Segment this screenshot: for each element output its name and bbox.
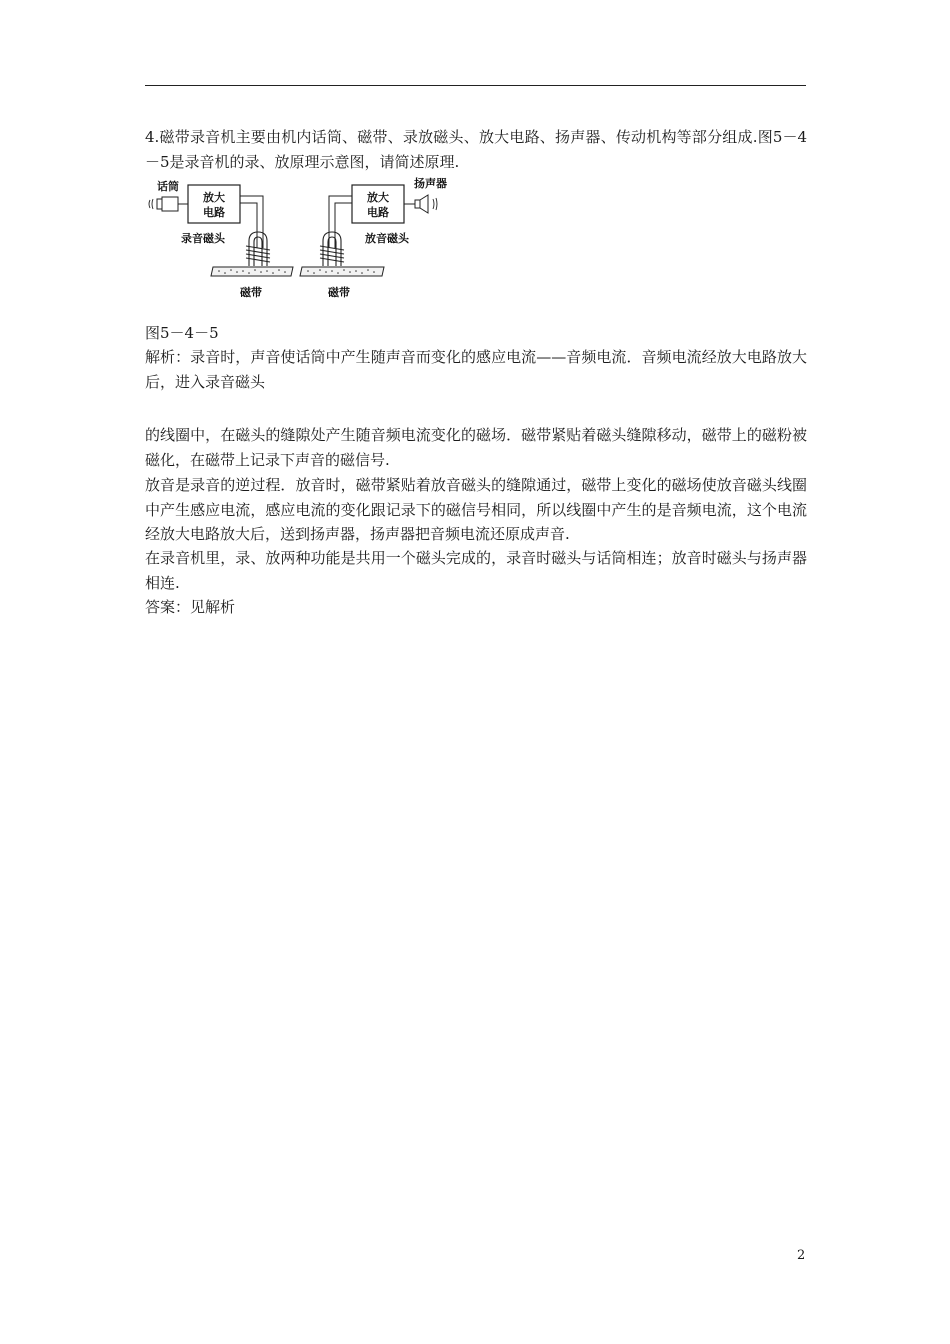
playback-head — [320, 232, 344, 266]
analysis-paragraph-4: 在录音机里，录、放两种功能是共用一个磁头完成的，录音时磁头与话筒相连；放音时磁头与扬声器相连. — [145, 549, 807, 592]
sound-waves-icon — [149, 199, 153, 209]
figure-caption: 图5－4－5 — [145, 324, 219, 342]
recording-playback-diagram — [145, 176, 465, 302]
playback-side — [300, 176, 447, 299]
sound-waves-icon — [433, 198, 437, 210]
analysis-paragraph-3: 放音是录音的逆过程．放音时，磁带紧贴着放音磁头的缝隙通过，磁带上变化的磁场使放音磁头线圈中产生感应电流，感应电流的变化跟记录下的磁信号相同，所以线圈中产生的是音频电流，这个电流经放大电路放大后，送到扬声器，扬声器把音频电流还原成声音. — [145, 476, 807, 543]
record-head — [246, 232, 270, 266]
analysis-paragraph-2: 的线圈中，在磁头的缝隙处产生随音频电流变化的磁场．磁带紧贴着磁头缝隙移动，磁带上的磁粉被磁化，在磁带上记录下声音的磁信号. — [145, 426, 807, 469]
magnetic-tape — [300, 267, 384, 276]
tape-label-right: 磁带 — [328, 286, 350, 299]
analysis-paragraph-1: 解析：录音时，声音使话筒中产生随声音而变化的感应电流——音频电流．音频电流经放大电路放大后，进入录音磁头 — [145, 348, 807, 391]
speaker-label: 扬声器 — [414, 177, 447, 190]
playback-head-label: 放音磁头 — [365, 232, 409, 245]
microphone-icon — [157, 197, 178, 211]
page-number: 2 — [797, 1248, 806, 1263]
magnetic-tape — [211, 267, 293, 276]
recording-side — [149, 179, 293, 299]
answer-text: 答案：见解析 — [145, 598, 236, 616]
amp-label-line1: 放大 — [367, 191, 389, 204]
header-rule — [145, 85, 806, 86]
speaker-icon — [415, 195, 428, 213]
record-head-label: 录音磁头 — [181, 232, 225, 245]
amp-label-line2: 电路 — [367, 206, 389, 219]
amp-label-line1: 放大 — [203, 191, 225, 204]
question-text: 4.磁带录音机主要由机内话筒、磁带、录放磁头、放大电路、扬声器、传动机构等部分组成.图5－4－5是录音机的录、放原理示意图，请简述原理. — [145, 128, 807, 171]
mic-label: 话筒 — [157, 180, 179, 193]
amp-label-line2: 电路 — [203, 206, 225, 219]
tape-label-left: 磁带 — [240, 286, 262, 299]
